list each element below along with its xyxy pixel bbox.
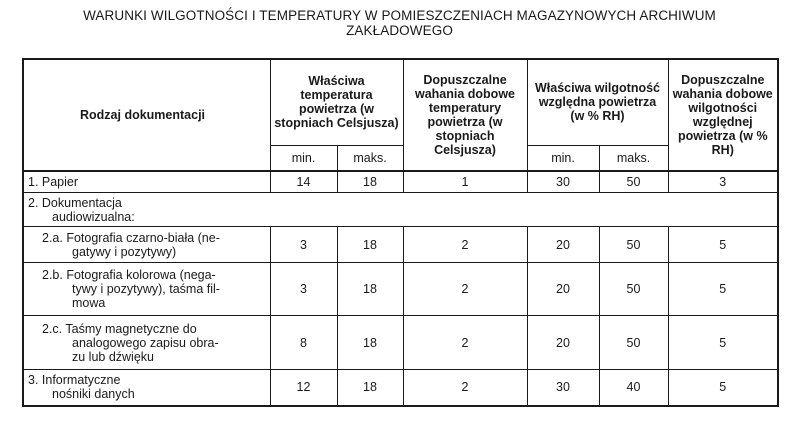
temp-max-cell: 18 [337, 316, 403, 370]
row-label: 3. Informatyczne nośniki danych [23, 370, 270, 406]
title-line-1: WARUNKI WILGOTNOŚCI I TEMPERATURY W POMIESZCZENIACH MAGAZYNOWYCH ARCHIWUM [83, 8, 716, 23]
hum-max-cell: 40 [599, 370, 668, 406]
temp-fluct-cell: 2 [403, 316, 527, 370]
temp-max-cell: 18 [337, 171, 403, 193]
hum-fluct-cell: 5 [668, 263, 778, 316]
table-row [23, 171, 778, 193]
table-row [23, 370, 778, 406]
temp-max-cell: 18 [337, 370, 403, 406]
table-row [23, 316, 778, 370]
hum-fluct-cell: 5 [668, 227, 778, 263]
header-hum-fluct: Dopuszczalne wahania dobowe wilgotności względnej powietrza (w % RH) [668, 59, 778, 171]
row-label: 2. Dokumentacja audiowizualna: [23, 193, 778, 227]
header-hum-max: maks. [599, 145, 668, 171]
temp-fluct-cell: 2 [403, 263, 527, 316]
hum-max-cell: 50 [599, 171, 668, 193]
hum-fluct-cell: 3 [668, 171, 778, 193]
hum-min-cell: 30 [527, 370, 599, 406]
header-hum-min: min. [527, 145, 599, 171]
row-label: 2.c. Taśmy magnetyczne do analogowego zapisu obra- zu lub dźwięku [23, 316, 270, 370]
table-row [23, 263, 778, 316]
header-temp-min: min. [270, 145, 337, 171]
temp-fluct-cell: 2 [403, 370, 527, 406]
temp-max-cell: 18 [337, 227, 403, 263]
row-label: 2.b. Fotografia kolorowa (nega- tywy i pozytywy), taśma fil- mowa [23, 263, 270, 316]
hum-min-cell: 20 [527, 263, 599, 316]
table-row [23, 227, 778, 263]
archive-conditions-table [22, 58, 779, 407]
header-doc-type: Rodzaj dokumentacji [23, 59, 270, 171]
hum-min-cell: 20 [527, 316, 599, 370]
document-title [0, 8, 799, 38]
temp-min-cell: 8 [270, 316, 337, 370]
hum-max-cell: 50 [599, 263, 668, 316]
hum-min-cell: 20 [527, 227, 599, 263]
hum-max-cell: 50 [599, 316, 668, 370]
header-temp-max: maks. [337, 145, 403, 171]
hum-fluct-cell: 5 [668, 370, 778, 406]
hum-fluct-cell: 5 [668, 316, 778, 370]
temp-min-cell: 3 [270, 227, 337, 263]
title-line-2: ZAKŁADOWEGO [346, 23, 453, 38]
row-label: 1. Papier [23, 171, 270, 193]
temp-fluct-cell: 1 [403, 171, 527, 193]
temp-fluct-cell: 2 [403, 227, 527, 263]
header-hum-proper: Właściwa wilgotność względna powietrza (w % RH) [527, 59, 668, 145]
temp-min-cell: 12 [270, 370, 337, 406]
temp-min-cell: 3 [270, 263, 337, 316]
table-row [23, 193, 778, 227]
hum-min-cell: 30 [527, 171, 599, 193]
row-label: 2.a. Fotografia czarno-biała (ne- gatywy i pozytywy) [23, 227, 270, 263]
temp-min-cell: 14 [270, 171, 337, 193]
temp-max-cell: 18 [337, 263, 403, 316]
hum-max-cell: 50 [599, 227, 668, 263]
header-temp-fluct: Dopuszczalne wahania dobowe temperatury powietrza (w stopniach Celsjusza) [403, 59, 527, 171]
header-temp-proper: Właściwa temperatura powietrza (w stopniach Celsjusza) [270, 59, 403, 145]
